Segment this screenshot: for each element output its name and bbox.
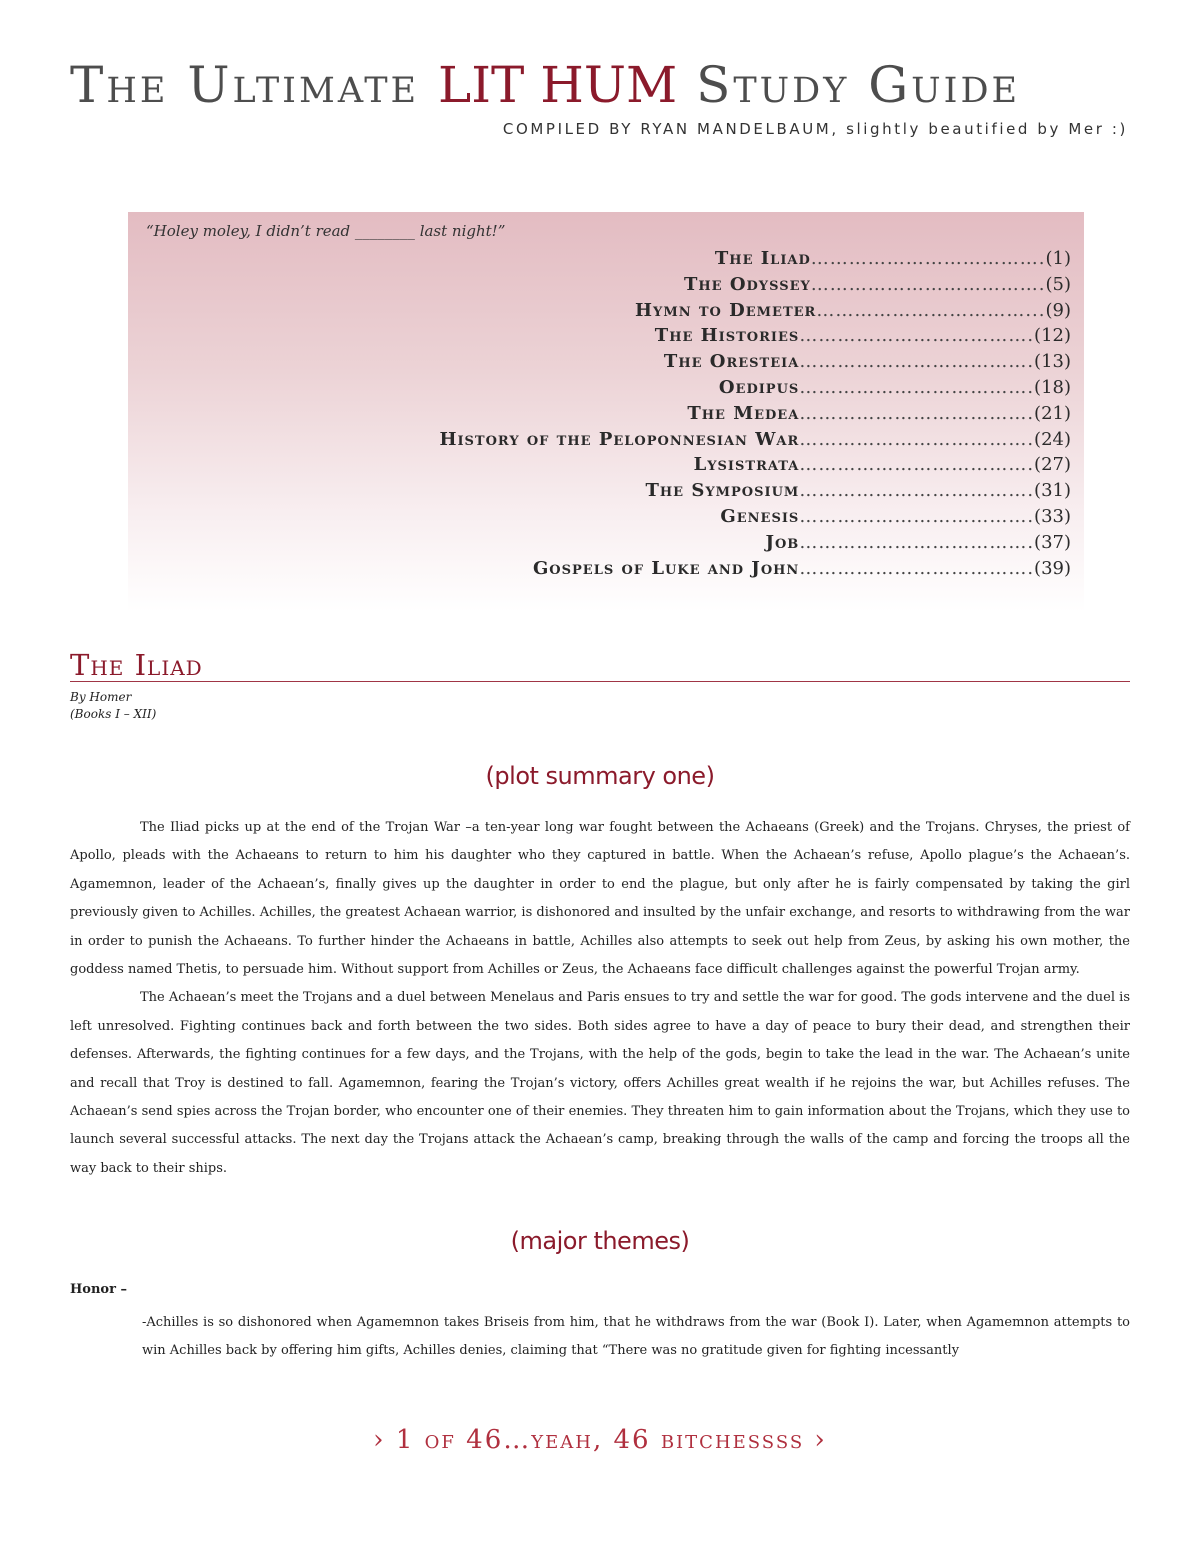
toc-quote: “Holey moley, I didn’t read ________ last night!” [146, 222, 506, 240]
toc-item[interactable]: Gospels of Luke and John……………………………….(39) [532, 557, 1071, 579]
theme-text: -Achilles is so dishonored when Agamemnon takes Briseis from him, that he withdraws from the war (Book I). Later, when Agamemnon attempts to win Achilles back by offering him gifts, Achilles denies, claiming that “There was no gratitude given for fighting incessantly [142, 1315, 1130, 1359]
toc-item[interactable]: The Oresteia……………………………….(13) [663, 351, 1071, 373]
toc-item[interactable]: The Medea……………………………….(21) [687, 402, 1071, 424]
books-line: (Books I – XII) [70, 707, 157, 721]
document-title [70, 56, 1130, 114]
toc-item[interactable]: History of the Peloponnesian War……………………………….(24) [439, 428, 1071, 450]
toc-item[interactable]: Genesis……………………………….(33) [720, 505, 1071, 527]
title-part-1: The Ultimate [70, 56, 420, 114]
page-footer: › 1 of 46…yeah, 46 bitchessss › [373, 1425, 827, 1455]
toc-item[interactable]: Hymn to Demeter……………………………...(9) [635, 299, 1071, 321]
toc-item[interactable]: The Histories……………………………….(12) [654, 325, 1071, 347]
toc-item[interactable]: Lysistrata……………………………….(27) [693, 454, 1071, 476]
plot-summary-heading: (plot summary one) [485, 762, 715, 790]
byline [70, 689, 156, 723]
table-of-contents [128, 212, 1084, 612]
theme-label: Honor – [70, 1282, 127, 1297]
toc-item[interactable]: Oedipus……………………………….(18) [718, 376, 1071, 398]
major-themes-heading: (major themes) [510, 1227, 690, 1255]
toc-list [439, 246, 1071, 581]
toc-item[interactable]: The Iliad……………………………….(1) [714, 248, 1071, 269]
plot-summary-text [70, 814, 1130, 1183]
section-divider [70, 681, 1130, 682]
paragraph: The Achaean’s meet the Trojans and a duel between Menelaus and Paris ensues to try and settle the war for good. The gods intervene and the duel is left unresolved. Fighting continues back and forth between the two sides. Both sides agree to have a day of peace to bury their dead, and strengthen their defenses. Afterwards, the fighting continues for a few days, and the Trojans, with the help of the gods, begin to take the lead in the war. The Achaean’s unite and recall that Troy is destined to fall. Agamemnon, fearing the Trojan’s victory, offers Achilles great wealth if he rejoins the war, but Achilles refuses. The Achaean’s send spies across the Trojan border, who encounter one of their enemies. They threaten him to gain information about the Trojans, which they use to launch several successful attacks. The next day the Trojans attack the Achaean’s camp, breaking through the walls of the camp and forcing the troops all the way back to their ships. [70, 990, 1130, 1176]
toc-item[interactable]: Job……………………………….(37) [765, 531, 1071, 553]
title-part-2: Study Guide [696, 56, 1021, 114]
author-line: By Homer [70, 690, 132, 704]
paragraph: The Iliad picks up at the end of the Trojan War –a ten-year long war fought between the Achaeans (Greek) and the Trojans. Chryses, the priest of Apollo, pleads with the Achaeans to return to him his daughter who they captured in battle. When the Achaean’s refuse, Apollo plague’s the Achaean’s. Agamemnon, leader of the Achaean’s, finally gives up the daughter in order to end the plague, but only after he is fairly compensated by taking the girl previously given to Achilles. Achilles, the greatest Achaean warrior, is dishonored and insulted by the unfair exchange, and resorts to withdrawing from the war in order to punish the Achaeans. To further hinder the Achaeans in battle, Achilles also attempts to seek out help from Zeus, by asking his own mother, the goddess named Thetis, to persuade him. Without support from Achilles or Zeus, the Achaeans face difficult challenges against the powerful Trojan army. [70, 820, 1130, 978]
document-subtitle: COMPILED BY RYAN MANDELBAUM, slightly beautified by Mer :) [502, 120, 1128, 138]
toc-item[interactable]: The Odyssey……………………………….(5) [684, 273, 1071, 295]
toc-item[interactable]: The Symposium……………………………….(31) [645, 480, 1071, 502]
section-title: The Iliad [70, 648, 203, 682]
title-accent: LIT HUM [438, 56, 678, 114]
